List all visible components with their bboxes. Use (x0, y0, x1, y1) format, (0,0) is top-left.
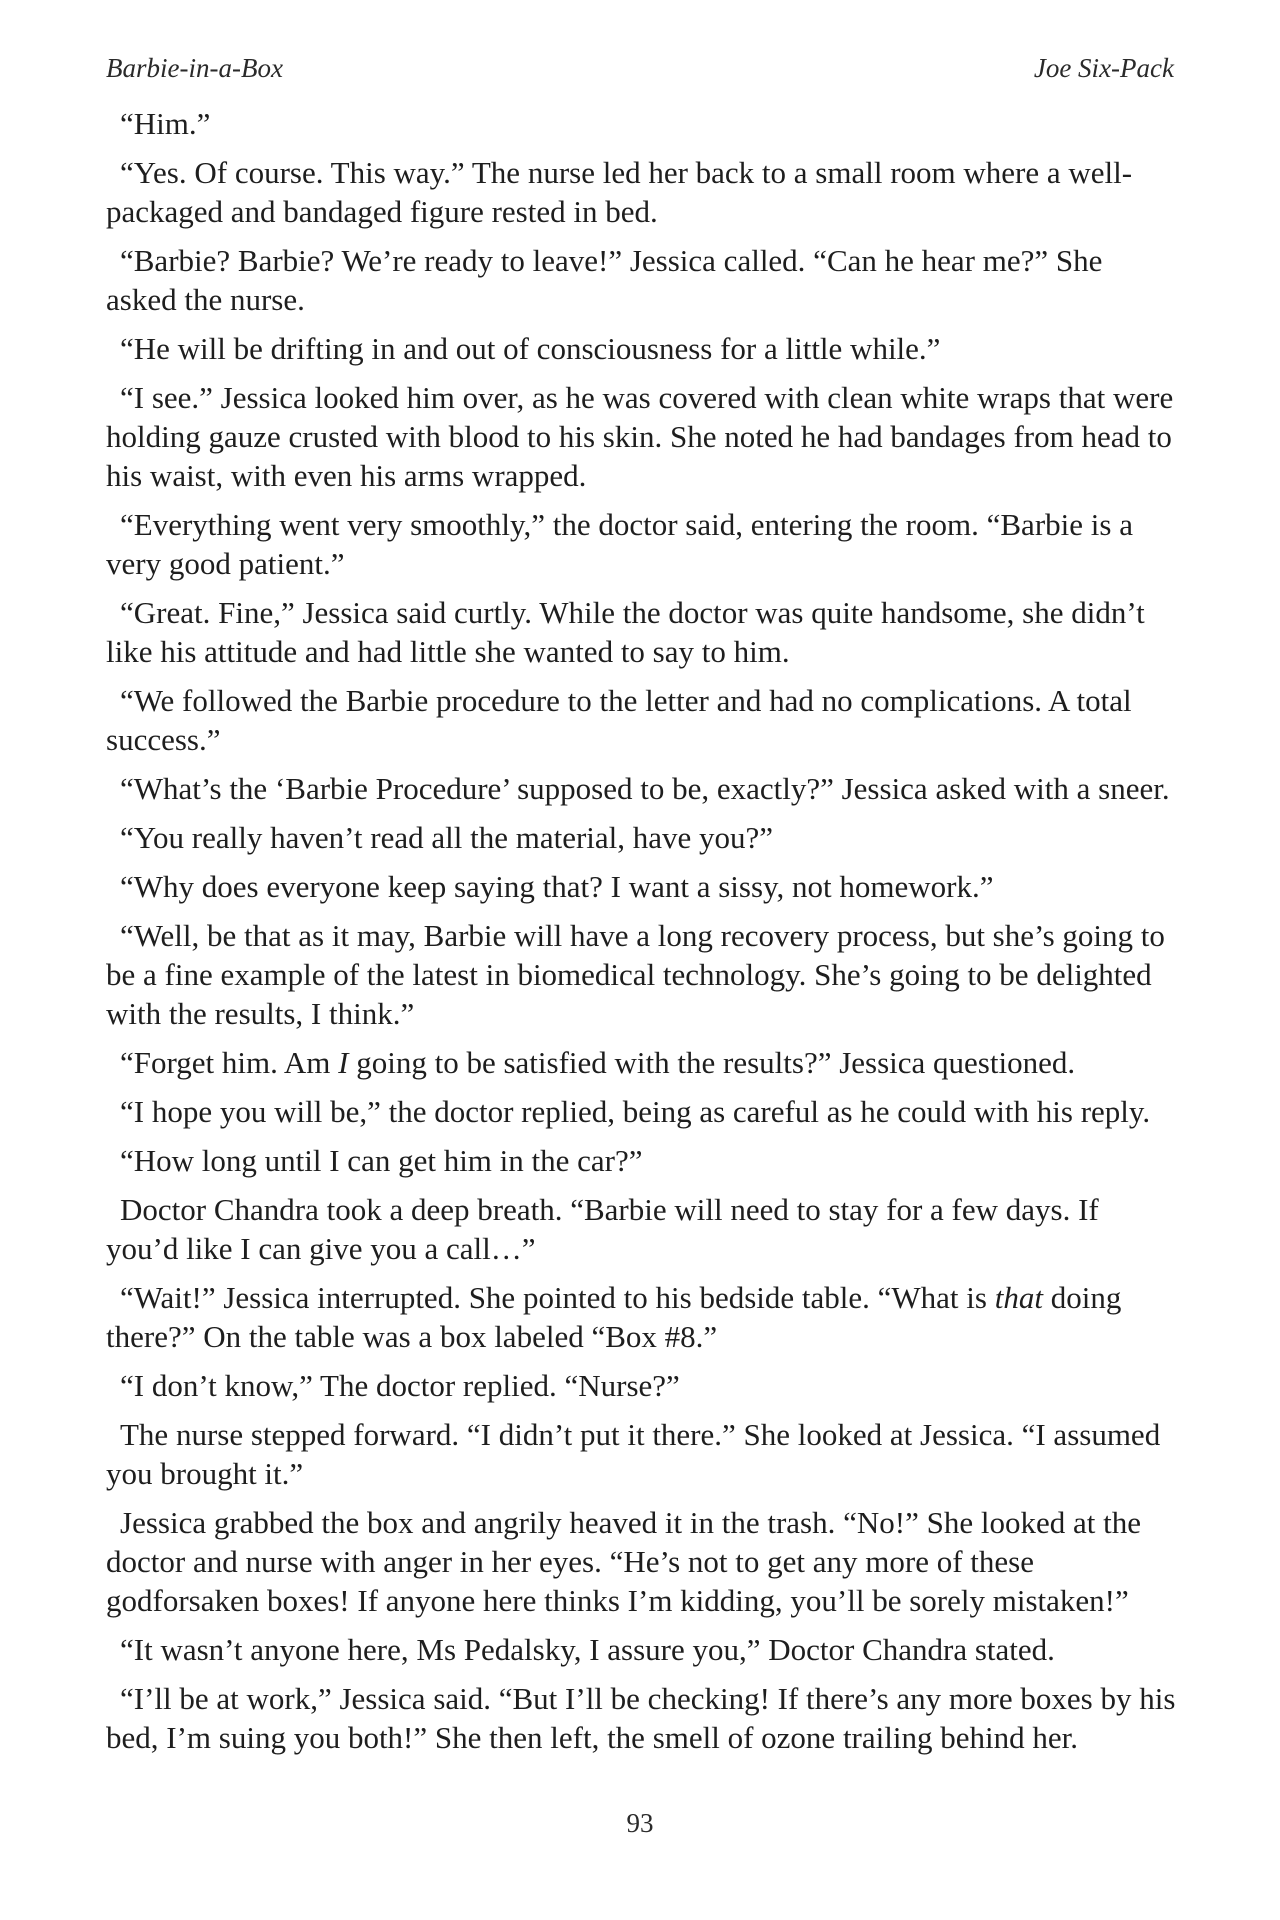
paragraph-text: “Wait!” Jessica interrupted. She pointed to his bedside table. “What is (120, 1280, 995, 1315)
page-number: 93 (626, 1808, 654, 1838)
paragraph: “How long until I can get him in the car?” (120, 1143, 643, 1178)
paragraph (106, 1278, 1176, 1356)
paragraph: “What’s the ‘Barbie Procedure’ supposed to be, exactly?” Jessica asked with a sneer. (120, 771, 1170, 806)
paragraph: “Everything went very smoothly,” the doctor said, entering the room. “Barbie is a very good patient.” (106, 507, 1133, 581)
emphasized-word: I (338, 1045, 349, 1080)
paragraph: “Well, be that as it may, Barbie will have a long recovery process, but she’s going to be a fine example of the latest in biomedical technology. She’s going to be delighted with the results, I think.” (106, 918, 1165, 1031)
paragraph: “He will be drifting in and out of consciousness for a little while.” (120, 331, 941, 366)
paragraph (106, 1043, 1176, 1082)
paragraph: Jessica grabbed the box and angrily heaved it in the trash. “No!” She looked at the doctor and nurse with anger in her eyes. “He’s not to get any more of these godforsaken boxes! If anyone here thinks I’m kidding, you’ll be sorely mistaken!” (106, 1505, 1141, 1618)
paragraph: “I don’t know,” The doctor replied. “Nurse?” (120, 1368, 680, 1403)
paragraph: “I hope you will be,” the doctor replied, being as careful as he could with his reply. (120, 1094, 1151, 1129)
paragraph: “I see.” Jessica looked him over, as he was covered with clean white wraps that were holding gauze crusted with blood to his skin. She noted he had bandages from head to his waist, with even his arms wrapped. (106, 380, 1174, 493)
paragraph: “Great. Fine,” Jessica said curtly. While the doctor was quite handsome, she didn’t like his attitude and had little she wanted to say to him. (106, 595, 1145, 669)
paragraph: “Him.” (120, 106, 211, 141)
paragraph-text: “Forget him. Am (120, 1045, 339, 1080)
paragraph: “We followed the Barbie procedure to the letter and had no complications. A total success.” (106, 683, 1132, 757)
paragraph: “It wasn’t anyone here, Ms Pedalsky, I assure you,” Doctor Chandra stated. (120, 1632, 1055, 1667)
running-header (106, 50, 1174, 86)
paragraph: Doctor Chandra took a deep breath. “Barbie will need to stay for a few days. If you’d like I can give you a call…” (106, 1192, 1099, 1266)
body-text (106, 104, 1176, 1767)
paragraph: “Yes. Of course. This way.” The nurse led her back to a small room where a well-packaged and bandaged figure rested in bed. (106, 155, 1133, 229)
paragraph: “Barbie? Barbie? We’re ready to leave!” Jessica called. “Can he hear me?” She asked the nurse. (106, 243, 1103, 317)
chapter-title: Joe Six-Pack (1033, 52, 1174, 83)
paragraph: The nurse stepped forward. “I didn’t put it there.” She looked at Jessica. “I assumed you brought it.” (106, 1417, 1161, 1491)
book-title: Barbie-in-a-Box (106, 52, 283, 83)
emphasized-word: that (994, 1280, 1043, 1315)
paragraph: “Why does everyone keep saying that? I want a sissy, not homework.” (120, 869, 994, 904)
paragraph: “You really haven’t read all the material, have you?” (120, 820, 774, 855)
paragraph: “I’ll be at work,” Jessica said. “But I’ll be checking! If there’s any more boxes by his bed, I’m suing you both!” She then left, the smell of ozone trailing behind her. (106, 1681, 1176, 1755)
paragraph-text: doing there?” On the table was a box labeled “Box #8.” (106, 1280, 1122, 1354)
paragraph-text: going to be satisfied with the results?” Jessica questioned. (348, 1045, 1076, 1080)
